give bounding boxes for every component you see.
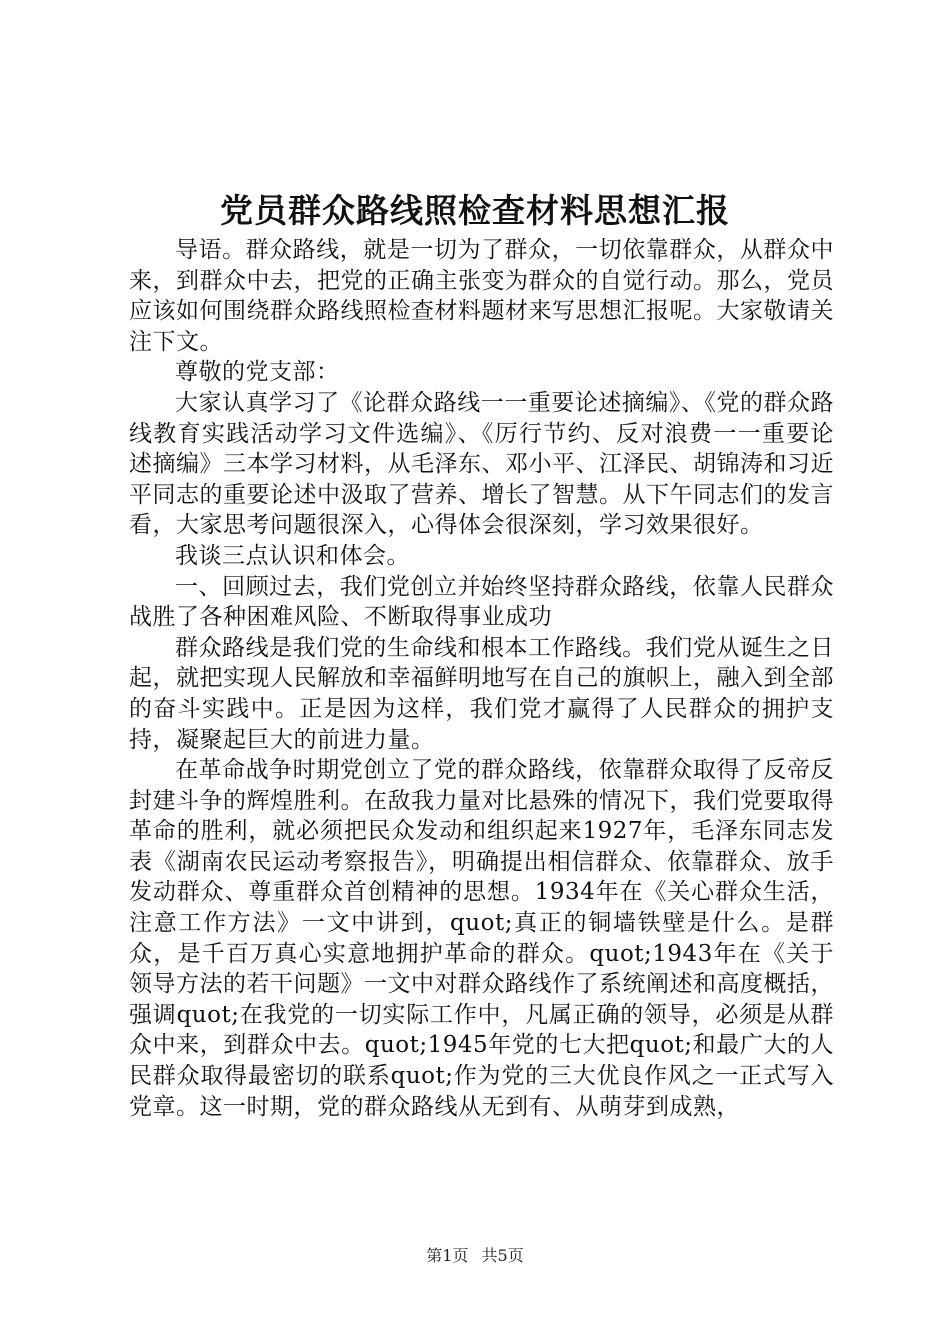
paragraph-study-materials: 大家认真学习了《论群众路线一一重要论述摘编》、《党的群众路线教育实践活动学习文件选编》、《厉行节约、反对浪费一一重要论述摘编》三本学习材料，从毛泽东、邓小平、江泽民、胡锦涛和习近平同志的重要论述中汲取了营养、增长了智慧。从下午同志们的发言看，大家思考问题很深入，心得体会很深刻，学习效果很好。 <box>129 389 834 539</box>
paragraph-revolutionary-period: 在革命战争时期党创立了党的群众路线，依靠群众取得了反帝反封建斗争的辉煌胜利。在敌我力量对比悬殊的情况下，我们党要取得革命的胜利，就必须把民众发动和组织起来1927年，毛泽东同志发表《湖南农民运动考察报告》，明确提出相信群众、依靠群众、放手发动群众、尊重群众首创精神的思想。1934年在《关心群众生活，注意工作方法》一文中讲到，quot;真正的铜墙铁壁是什么。是群众，是千百万真心实意地拥护革命的群众。quot;1943年在《关于领导方法的若干问题》一文中对群众路线作了系统阐述和高度概括，强调quot;在我党的一切实际工作中，凡属正确的领导，必须是从群众中来，到群众中去。quot;1945年党的七大把quot;和最广大的人民群众取得最密切的联系quot;作为党的三大优良作风之一正式写入党章。这一时期，党的群众路线从无到有、从萌芽到成熟， <box>129 757 834 1120</box>
paragraph-lifeline: 群众路线是我们党的生命线和根本工作路线。我们党从诞生之日起，就把实现人民解放和幸福鲜明地写在自己的旗帜上，融入到全部的奋斗实践中。正是因为这样，我们党才赢得了人民群众的拥护支持，凝聚起巨大的前进力量。 <box>129 634 834 753</box>
paragraph-three-points: 我谈三点认识和体会。 <box>175 542 410 569</box>
paragraph-intro: 导语。群众路线，就是一切为了群众，一切依靠群众，从群众中来，到群众中去，把党的正确主张变为群众的自觉行动。那么，党员应该如何围绕群众路线照检查材料题材来写思想汇报呢。大家敬请关注下文。 <box>129 237 834 355</box>
paragraph-section-one-heading: 一、回顾过去，我们党创立并始终坚持群众路线，依靠人民群众战胜了各种困难风险、不断取得事业成功 <box>129 573 834 631</box>
paragraph-salutation: 尊敬的党支部： <box>175 359 340 386</box>
page-footer <box>0 1243 950 1266</box>
page-number: 第1页 <box>426 1246 469 1265</box>
document-body <box>129 235 834 1122</box>
page-total: 共5页 <box>481 1246 524 1265</box>
document-title: 党员群众路线照检查材料思想汇报 <box>220 191 730 230</box>
